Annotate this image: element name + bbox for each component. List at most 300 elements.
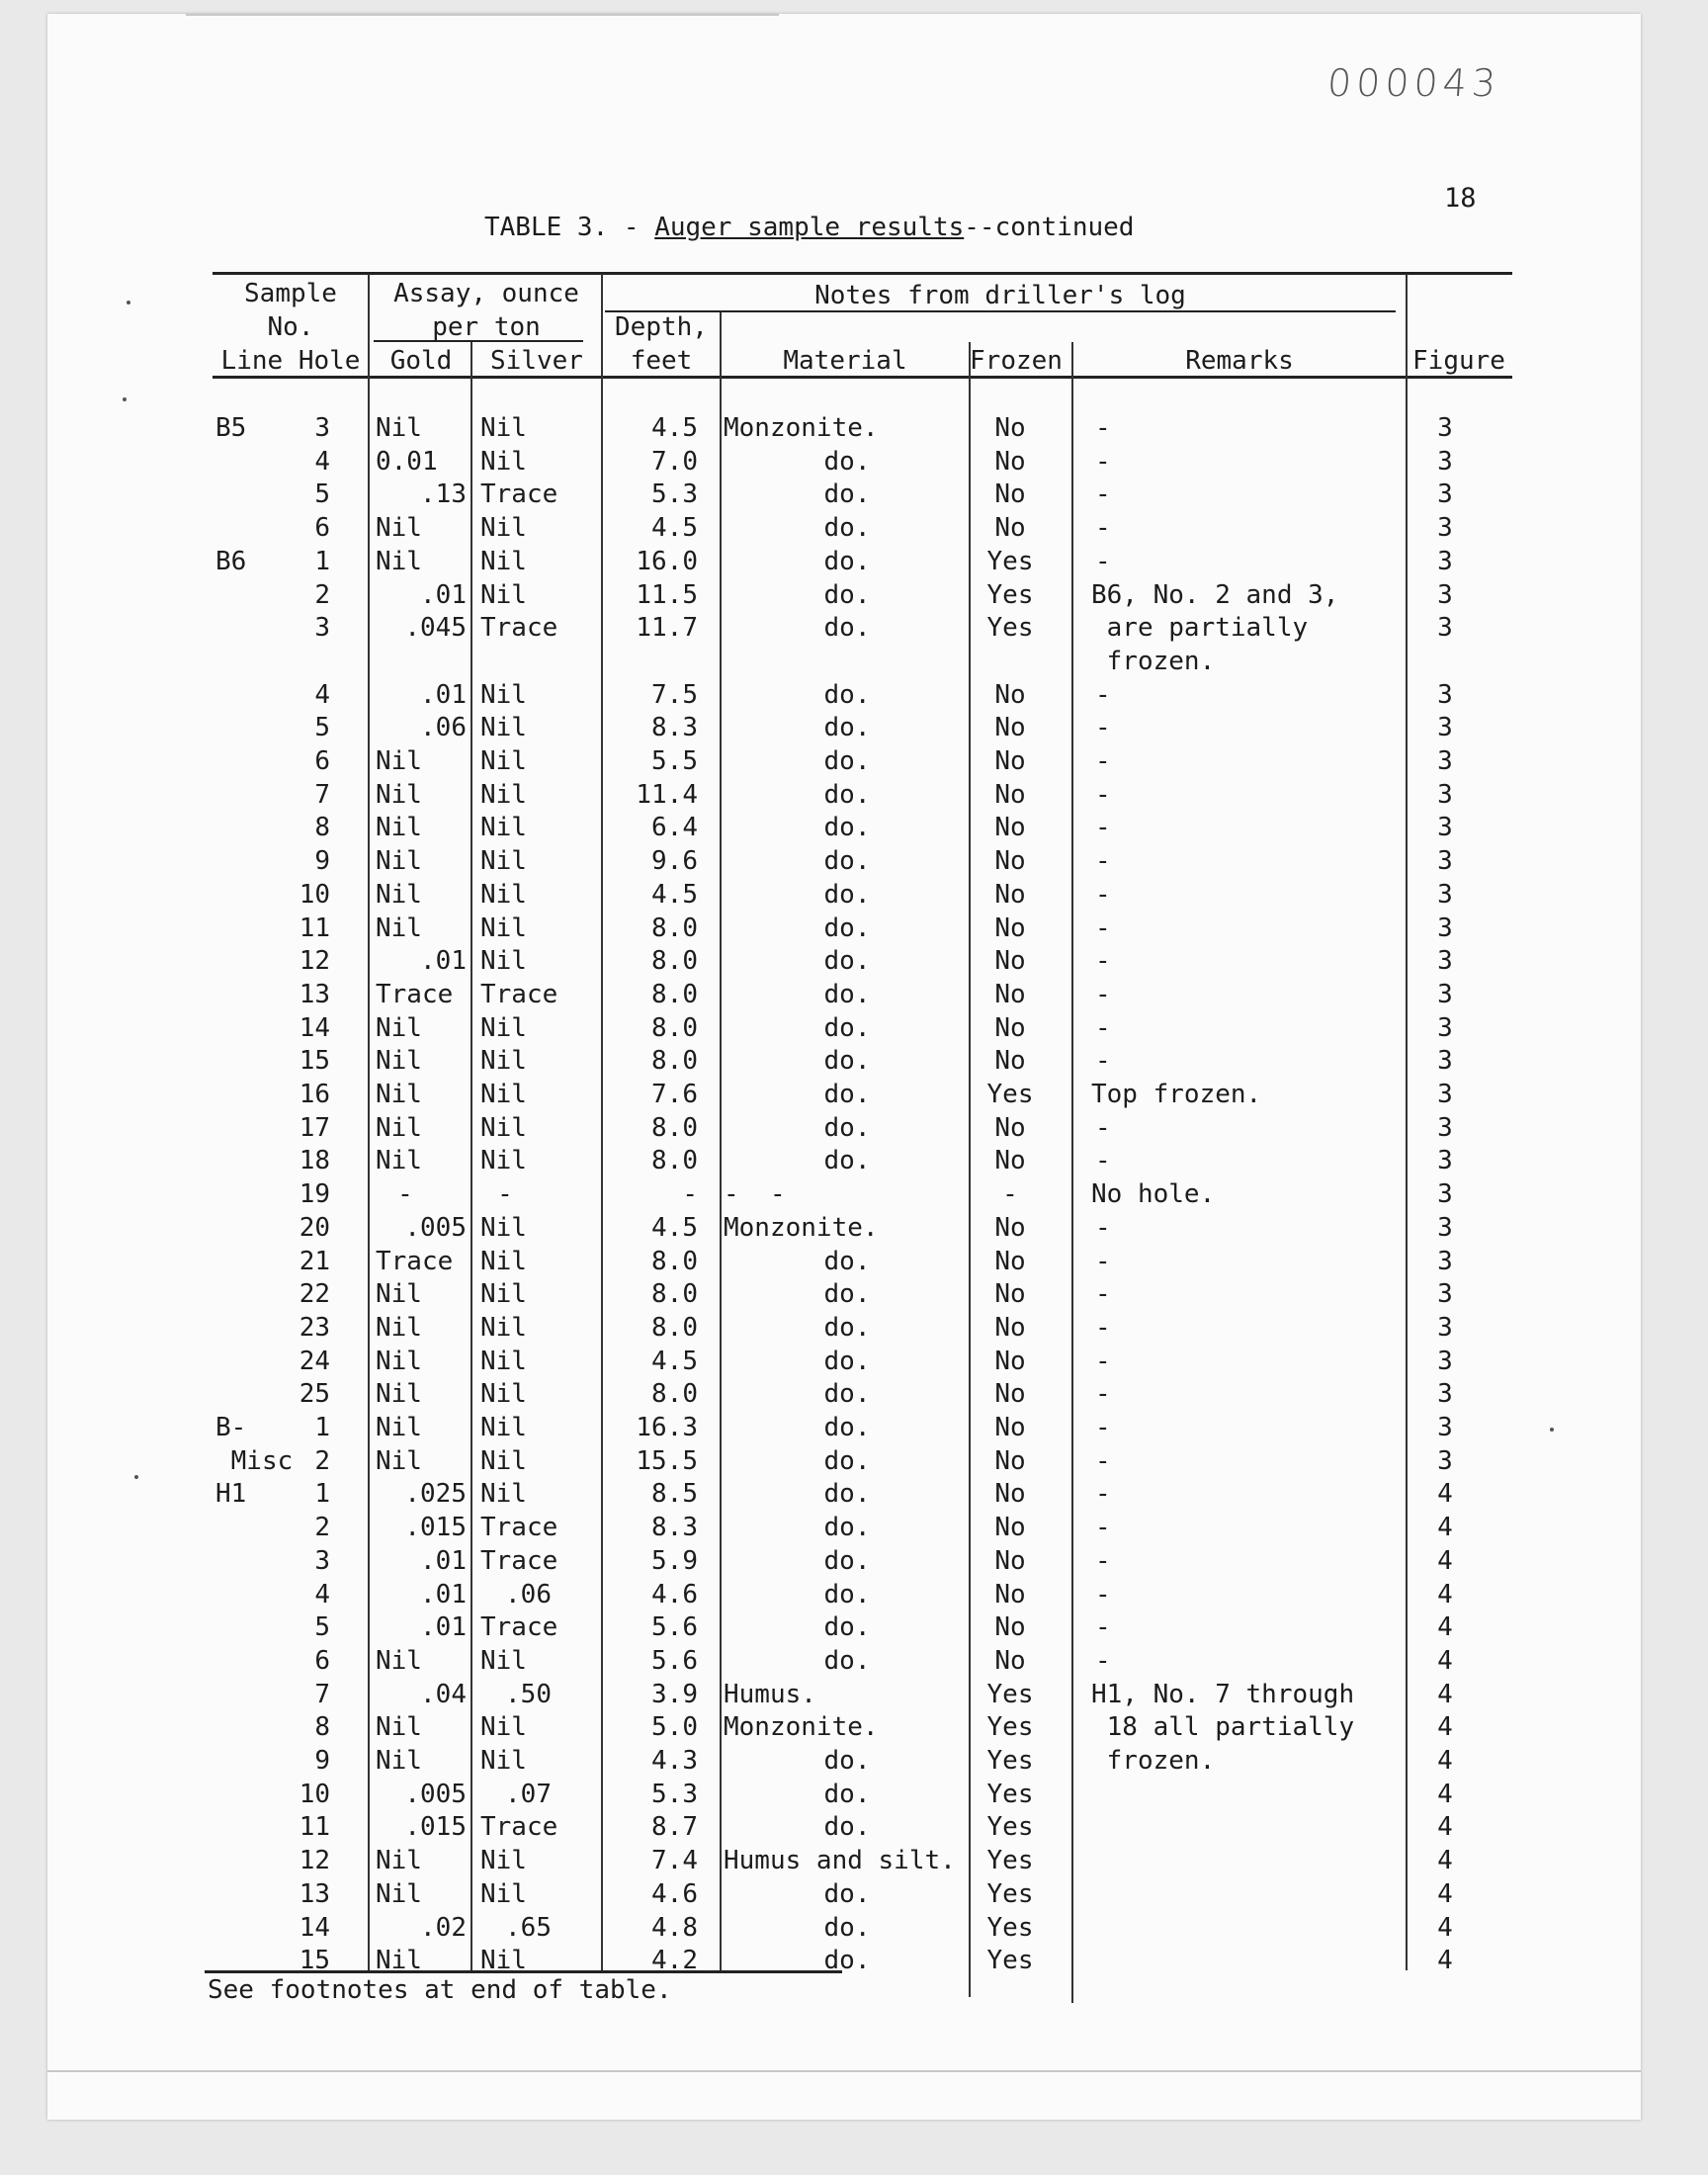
cell-figure: 3 [1437, 613, 1453, 643]
cell-depth: 8.0 [651, 1046, 698, 1076]
cell-frozen: No [994, 946, 1026, 976]
cell-figure: 3 [1437, 1080, 1453, 1109]
cell-depth: 6.4 [651, 813, 698, 842]
cell-frozen: Yes [986, 1080, 1034, 1109]
cell-silver: Nil [480, 1046, 527, 1076]
cell-line: Misc [215, 1446, 294, 1476]
cell-depth: 8.0 [651, 1313, 698, 1343]
cell-material: Monzonite. [724, 1213, 879, 1243]
cell-gold: Nil [376, 1080, 422, 1109]
cell-figure: 4 [1437, 1812, 1453, 1842]
cell-hole: 4 [314, 447, 330, 477]
scan-speck [123, 397, 127, 401]
cell-hole: 1 [314, 547, 330, 576]
bleed-through-line [186, 14, 779, 16]
cell-hole: 1 [314, 1413, 330, 1442]
cell-line: H1 [215, 1479, 247, 1509]
cell-material: do. [823, 1913, 871, 1943]
cell-hole: 7 [314, 780, 330, 810]
cell-material: do. [823, 1313, 871, 1343]
cell-remarks: H1, No. 7 through [1091, 1680, 1355, 1709]
cell-hole: 16 [299, 1080, 330, 1109]
cell-depth: 5.6 [651, 1646, 698, 1676]
cell-remarks: - [1095, 1546, 1111, 1576]
cell-gold: Nil [376, 1879, 422, 1909]
cell-material: do. [823, 680, 871, 710]
cell-gold: .06 [420, 713, 467, 742]
cell-frozen: No [994, 513, 1026, 543]
cell-gold: Trace [376, 980, 454, 1009]
cell-material: Monzonite. [724, 1712, 879, 1742]
cell-material: do. [823, 1046, 871, 1076]
cell-frozen: No [994, 780, 1026, 810]
cell-silver: Nil [480, 1313, 527, 1343]
cell-figure: 4 [1437, 1913, 1453, 1943]
cell-figure: 4 [1437, 1746, 1453, 1776]
header-remarks: Remarks [1185, 346, 1294, 376]
cell-figure: 4 [1437, 1846, 1453, 1875]
cell-frozen: No [994, 1146, 1026, 1175]
cell-silver: Nil [480, 1247, 527, 1276]
cell-silver: Nil [480, 1646, 527, 1676]
cell-gold: .005 [404, 1213, 467, 1243]
depth-material-divider [720, 312, 722, 1970]
header-line-hole: Line Hole [220, 346, 361, 376]
cell-frozen: Yes [986, 1680, 1034, 1709]
cell-hole: 5 [314, 479, 330, 509]
cell-silver: Nil [480, 746, 527, 776]
page-number: 18 [1444, 183, 1477, 214]
cell-frozen: No [994, 980, 1026, 1009]
cell-material: do. [823, 1879, 871, 1909]
cell-silver: Nil [480, 1446, 527, 1476]
cell-frozen: No [994, 1247, 1026, 1276]
cell-figure: 4 [1437, 1479, 1453, 1509]
cell-hole: 5 [314, 713, 330, 742]
header-per-ton: per ton [432, 312, 541, 342]
cell-hole: 7 [314, 1680, 330, 1709]
cell-frozen: No [994, 1046, 1026, 1076]
cell-hole: 20 [299, 1213, 330, 1243]
cell-figure: 4 [1437, 1946, 1453, 1975]
cell-frozen: Yes [986, 1812, 1034, 1842]
cell-depth: 4.2 [651, 1946, 698, 1975]
cell-line: B6 [215, 547, 247, 576]
cell-gold: Nil [376, 1113, 422, 1143]
cell-remarks: - [1095, 1612, 1111, 1642]
cell-silver: Nil [480, 1347, 527, 1376]
cell-gold: Nil [376, 1313, 422, 1343]
cell-figure: 3 [1437, 1046, 1453, 1076]
cell-remarks: - [1095, 1513, 1111, 1542]
cell-silver: Nil [480, 1113, 527, 1143]
cell-line: B5 [215, 413, 247, 443]
footnote-text: See footnotes at end of table. [208, 1975, 672, 2005]
cell-gold: Nil [376, 1946, 422, 1975]
cell-gold: Trace [376, 1247, 454, 1276]
cell-material: do. [823, 1347, 871, 1376]
cell-hole: 22 [299, 1279, 330, 1309]
frozen-remarks-divider [1071, 342, 1073, 2003]
cell-line: B- [215, 1413, 247, 1442]
cell-hole: 14 [299, 1913, 330, 1943]
cell-depth: 8.0 [651, 1013, 698, 1043]
cell-silver: Nil [480, 1846, 527, 1875]
cell-depth: 16.0 [636, 547, 698, 576]
cell-remarks: - [1095, 1580, 1111, 1610]
cell-material: do. [823, 1612, 871, 1642]
cell-gold: Nil [376, 1712, 422, 1742]
cell-depth: 8.0 [651, 946, 698, 976]
cell-hole: 4 [314, 680, 330, 710]
cell-silver: Nil [480, 1379, 527, 1409]
cell-figure: 4 [1437, 1780, 1453, 1809]
cell-remarks: - [1095, 880, 1111, 910]
cell-frozen: No [994, 1580, 1026, 1610]
table-top-rule [213, 272, 1512, 275]
cell-hole: 12 [299, 946, 330, 976]
header-material: Material [783, 346, 907, 376]
header-sample: Sample [244, 279, 337, 308]
header-assay: Assay, ounce [393, 279, 579, 308]
cell-silver: .50 [505, 1680, 552, 1709]
cell-remarks: - [1095, 1279, 1111, 1309]
cell-gold: Nil [376, 1279, 422, 1309]
cell-remarks: - [1095, 1646, 1111, 1676]
cell-material: do. [823, 846, 871, 876]
cell-frozen: No [994, 1013, 1026, 1043]
cell-silver: Nil [480, 813, 527, 842]
cell-gold: Nil [376, 547, 422, 576]
cell-material: do. [823, 980, 871, 1009]
cell-remarks: - [1095, 1013, 1111, 1043]
cell-hole: 24 [299, 1347, 330, 1376]
cell-figure: 3 [1437, 880, 1453, 910]
cell-gold: .04 [420, 1680, 467, 1709]
cell-depth: 4.6 [651, 1580, 698, 1610]
cell-material: do. [823, 1413, 871, 1442]
cell-figure: 3 [1437, 846, 1453, 876]
cell-material: Humus and silt. [724, 1846, 956, 1875]
cell-frozen: No [994, 680, 1026, 710]
cell-figure: 3 [1437, 479, 1453, 509]
cell-gold: Nil [376, 1146, 422, 1175]
header-notes: Notes from driller's log [814, 281, 1186, 310]
cell-silver: Nil [480, 547, 527, 576]
cell-figure: 3 [1437, 1279, 1453, 1309]
cell-depth: 11.5 [636, 580, 698, 610]
cell-remarks: - [1095, 980, 1111, 1009]
cell-gold: 0.01 [376, 447, 438, 477]
cell-hole: 5 [314, 1612, 330, 1642]
cell-hole: 23 [299, 1313, 330, 1343]
cell-material: do. [823, 1546, 871, 1576]
cell-remarks: - [1095, 413, 1111, 443]
cell-remarks: - [1095, 547, 1111, 576]
cell-hole: 6 [314, 746, 330, 776]
cell-silver: Nil [480, 1213, 527, 1243]
cell-depth: 7.5 [651, 680, 698, 710]
cell-silver: Nil [480, 580, 527, 610]
cell-depth: 16.3 [636, 1413, 698, 1442]
cell-remarks: - [1095, 1446, 1111, 1476]
cell-frozen: Yes [986, 1846, 1034, 1875]
cell-depth: 7.6 [651, 1080, 698, 1109]
cell-material: do. [823, 1247, 871, 1276]
cell-figure: 3 [1437, 1113, 1453, 1143]
cell-remarks: frozen. [1091, 1746, 1216, 1776]
cell-remarks: - [1095, 479, 1111, 509]
cell-remarks: - [1095, 780, 1111, 810]
cell-silver: Nil [480, 1479, 527, 1509]
cell-remarks: - [1095, 1413, 1111, 1442]
cell-depth: 5.9 [651, 1546, 698, 1576]
cell-remarks: - [1095, 713, 1111, 742]
cell-hole: 8 [314, 813, 330, 842]
cell-gold: Nil [376, 813, 422, 842]
cell-remarks: - [1095, 1046, 1111, 1076]
cell-depth: 5.6 [651, 1612, 698, 1642]
cell-hole: 3 [314, 1546, 330, 1576]
cell-remarks: Top frozen. [1091, 1080, 1262, 1109]
cell-silver: Trace [480, 1546, 558, 1576]
cell-silver: Nil [480, 1080, 527, 1109]
cell-gold: .01 [420, 1546, 467, 1576]
cell-silver: Nil [480, 1146, 527, 1175]
cell-figure: 3 [1437, 680, 1453, 710]
cell-material: do. [823, 1080, 871, 1109]
cell-depth: 5.3 [651, 1780, 698, 1809]
cell-figure: 4 [1437, 1646, 1453, 1676]
cell-gold: .02 [420, 1913, 467, 1943]
cell-material: do. [823, 1946, 871, 1975]
scan-speck [127, 301, 130, 304]
cell-silver: .06 [505, 1580, 552, 1610]
cell-gold: .01 [420, 680, 467, 710]
header-gold: Gold [389, 346, 453, 376]
cell-gold: Nil [376, 880, 422, 910]
cell-figure: 4 [1437, 1712, 1453, 1742]
cell-gold: Nil [376, 413, 422, 443]
cell-remarks: - [1095, 746, 1111, 776]
line-hole-divider [368, 274, 370, 1970]
cell-frozen: No [994, 1279, 1026, 1309]
cell-gold: .015 [404, 1513, 467, 1542]
cell-figure: 4 [1437, 1513, 1453, 1542]
cell-silver: Nil [480, 447, 527, 477]
cell-gold: .13 [420, 479, 467, 509]
cell-silver: Nil [480, 680, 527, 710]
cell-figure: 3 [1437, 1247, 1453, 1276]
cell-material: do. [823, 513, 871, 543]
header-silver: Silver [490, 346, 583, 376]
cell-material: do. [823, 813, 871, 842]
cell-remarks: - [1095, 513, 1111, 543]
cell-depth: 7.4 [651, 1846, 698, 1875]
cell-frozen: No [994, 447, 1026, 477]
cell-silver: Nil [480, 914, 527, 943]
cell-silver: Trace [480, 1812, 558, 1842]
cell-depth: 8.0 [651, 1379, 698, 1409]
cell-material: do. [823, 1479, 871, 1509]
document-stamp-number: 000043 [1325, 61, 1502, 105]
cell-figure: 4 [1437, 1546, 1453, 1576]
cell-frozen: Yes [986, 613, 1034, 643]
cell-remarks: - [1095, 1479, 1111, 1509]
cell-frozen: No [994, 1479, 1026, 1509]
cell-depth: 5.3 [651, 479, 698, 509]
cell-figure: 3 [1437, 1446, 1453, 1476]
cell-figure: 3 [1437, 1013, 1453, 1043]
cell-silver: - [497, 1179, 513, 1209]
cell-remarks: are partially [1091, 613, 1309, 643]
cell-remarks: - [1095, 946, 1111, 976]
cell-depth: 4.5 [651, 513, 698, 543]
cell-hole: 2 [314, 580, 330, 610]
cell-silver: Nil [480, 880, 527, 910]
cell-material: do. [823, 746, 871, 776]
cell-material: do. [823, 547, 871, 576]
cell-frozen: No [994, 1213, 1026, 1243]
title-prefix: TABLE 3. - [484, 213, 655, 242]
cell-material: do. [823, 1646, 871, 1676]
cell-figure: 3 [1437, 447, 1453, 477]
cell-hole: 17 [299, 1113, 330, 1143]
cell-material: Humus. [724, 1680, 816, 1709]
cell-hole: 6 [314, 1646, 330, 1676]
cell-depth: 8.7 [651, 1812, 698, 1842]
cell-depth: 8.0 [651, 1247, 698, 1276]
cell-remarks: - [1095, 447, 1111, 477]
cell-remarks: - [1095, 1313, 1111, 1343]
cell-depth: 8.3 [651, 713, 698, 742]
cell-material: do. [823, 1513, 871, 1542]
cell-remarks: - [1095, 846, 1111, 876]
cell-hole: 4 [314, 1580, 330, 1610]
cell-hole: 25 [299, 1379, 330, 1409]
cell-remarks: - [1095, 1247, 1111, 1276]
cell-remarks: No hole. [1091, 1179, 1216, 1209]
cell-frozen: No [994, 846, 1026, 876]
cell-silver: Nil [480, 1879, 527, 1909]
cell-hole: 3 [314, 413, 330, 443]
table-title [484, 213, 1134, 242]
cell-figure: 3 [1437, 513, 1453, 543]
cell-hole: 11 [299, 1812, 330, 1842]
scan-speck [134, 1475, 138, 1479]
cell-depth: 4.3 [651, 1746, 698, 1776]
cell-gold: .01 [420, 1580, 467, 1610]
cell-frozen: Yes [986, 1746, 1034, 1776]
cell-figure: 3 [1437, 1413, 1453, 1442]
cell-gold: .045 [404, 613, 467, 643]
cell-hole: 11 [299, 914, 330, 943]
cell-depth: 7.0 [651, 447, 698, 477]
cell-hole: 21 [299, 1247, 330, 1276]
cell-hole: 1 [314, 1479, 330, 1509]
cell-material: do. [823, 580, 871, 610]
cell-hole: 6 [314, 513, 330, 543]
cell-gold: Nil [376, 1746, 422, 1776]
cell-hole: 8 [314, 1712, 330, 1742]
cell-silver: Nil [480, 1946, 527, 1975]
cell-material: do. [823, 1746, 871, 1776]
cell-gold: .01 [420, 580, 467, 610]
cell-frozen: No [994, 1313, 1026, 1343]
cell-frozen: No [994, 1612, 1026, 1642]
cell-frozen: Yes [986, 1712, 1034, 1742]
cell-hole: 14 [299, 1013, 330, 1043]
cell-remarks: - [1095, 813, 1111, 842]
cell-material: do. [823, 914, 871, 943]
cell-silver: Nil [480, 1746, 527, 1776]
cell-frozen: No [994, 1413, 1026, 1442]
cell-hole: 12 [299, 1846, 330, 1875]
cell-depth: 11.4 [636, 780, 698, 810]
cell-frozen: - [1002, 1179, 1018, 1209]
cell-material: - - [724, 1179, 786, 1209]
cell-figure: 3 [1437, 580, 1453, 610]
cell-gold: Nil [376, 914, 422, 943]
cell-silver: Nil [480, 713, 527, 742]
cell-gold: .005 [404, 1780, 467, 1809]
cell-frozen: No [994, 914, 1026, 943]
cell-frozen: No [994, 1446, 1026, 1476]
cell-hole: 9 [314, 1746, 330, 1776]
cell-silver: Trace [480, 980, 558, 1009]
cell-depth: 8.0 [651, 980, 698, 1009]
cell-figure: 3 [1437, 914, 1453, 943]
header-figure: Figure [1412, 346, 1505, 376]
cell-silver: Nil [480, 1413, 527, 1442]
cell-gold: Nil [376, 1646, 422, 1676]
cell-remarks: - [1095, 914, 1111, 943]
cell-material: do. [823, 780, 871, 810]
cell-gold: - [397, 1179, 413, 1209]
cell-gold: Nil [376, 1413, 422, 1442]
cell-material: do. [823, 1379, 871, 1409]
cell-remarks: B6, No. 2 and 3, [1091, 580, 1339, 610]
cell-silver: Nil [480, 1013, 527, 1043]
cell-hole: 2 [314, 1446, 330, 1476]
cell-figure: 4 [1437, 1612, 1453, 1642]
cell-silver: Nil [480, 513, 527, 543]
cell-depth: 4.6 [651, 1879, 698, 1909]
cell-depth: 4.5 [651, 1213, 698, 1243]
cell-hole: 15 [299, 1946, 330, 1975]
cell-silver: Trace [480, 479, 558, 509]
header-no: No. [267, 312, 314, 342]
cell-hole: 2 [314, 1513, 330, 1542]
cell-figure: 3 [1437, 980, 1453, 1009]
cell-frozen: No [994, 1113, 1026, 1143]
cell-frozen: Yes [986, 580, 1034, 610]
cell-gold: Nil [376, 746, 422, 776]
cell-frozen: No [994, 713, 1026, 742]
cell-depth: 8.0 [651, 1279, 698, 1309]
cell-figure: 4 [1437, 1580, 1453, 1610]
cell-frozen: No [994, 1347, 1026, 1376]
cell-silver: Nil [480, 846, 527, 876]
scan-speck [1550, 1428, 1554, 1432]
cell-figure: 4 [1437, 1879, 1453, 1909]
cell-depth: 5.5 [651, 746, 698, 776]
cell-figure: 3 [1437, 1213, 1453, 1243]
cell-silver: Nil [480, 946, 527, 976]
cell-hole: 10 [299, 1780, 330, 1809]
cell-silver: Trace [480, 1513, 558, 1542]
cell-material: do. [823, 1446, 871, 1476]
